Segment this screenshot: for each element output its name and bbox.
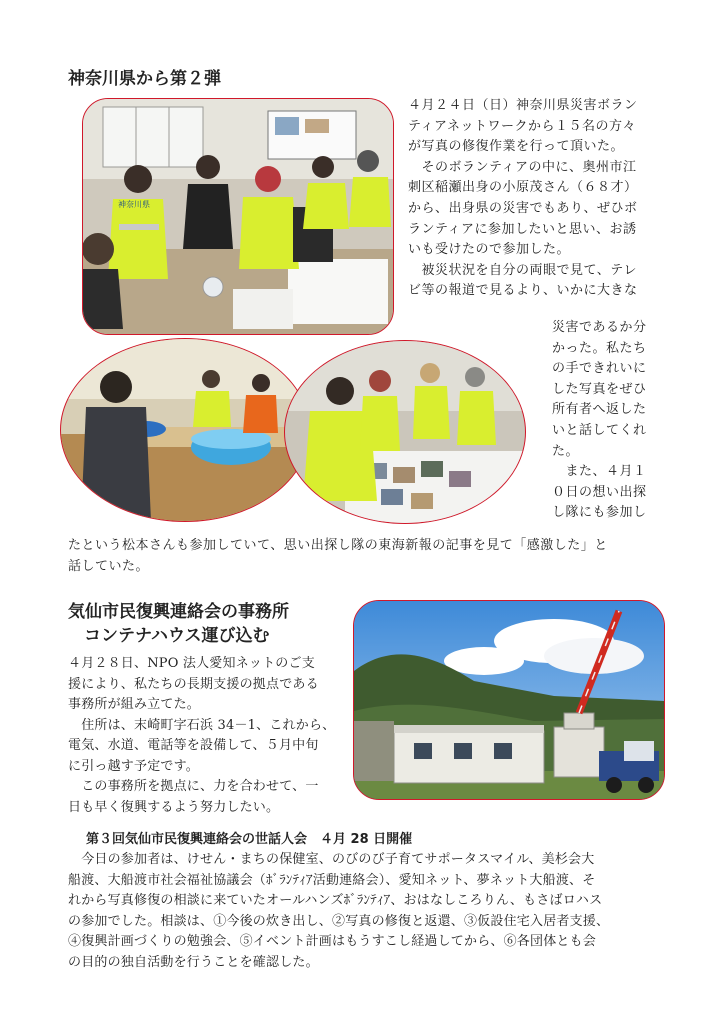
text-line: 被災状況を自分の両眼で見て、テレ xyxy=(408,262,637,278)
text-line: ４月２４日（日）神奈川県災害ボラン xyxy=(408,98,638,113)
text-line: 住所は、末崎町字石浜 34－1、これから、 xyxy=(68,717,336,733)
text-line: の目的の独自活動を行うことを確認した。 xyxy=(68,954,319,970)
text-line: 援により、私たちの長期支援の拠点である xyxy=(68,676,319,692)
text-line: 今日の参加者は、けせん・まちの保健室、のびのび子育てサポータスマイル、美杉会大 xyxy=(68,852,595,867)
text-line: ティアネットワークから１５名の方々 xyxy=(408,118,636,134)
text-line: た。 xyxy=(552,443,580,459)
text-line: ４月２８日、NPO 法人愛知ネットのご支 xyxy=(68,656,315,671)
photo-sorting-oval-photo xyxy=(284,340,526,524)
text-line: 事務所が組み立てた。 xyxy=(68,697,201,712)
section2-title-line2: コンテナハウス運び込む xyxy=(84,626,270,646)
section2-text xyxy=(68,654,335,818)
container-house-photo xyxy=(353,600,665,800)
text-line: この事務所を拠点に、力を合わせて、一 xyxy=(68,779,319,794)
text-line: 日も早く復興するよう努力したい。 xyxy=(68,799,280,815)
text-line: ０日の想い出探 xyxy=(552,484,647,500)
sink-work-oval-photo xyxy=(60,338,310,522)
text-line: 災害であるか分 xyxy=(552,320,647,335)
text-line: から、出身県の災害でもあり、ぜひボ xyxy=(408,200,638,216)
text-line: した写真をぜひ xyxy=(552,381,647,397)
section1-narrow-text xyxy=(552,318,647,524)
section1-bottom-text xyxy=(68,536,608,577)
text-line: に引っ越す予定です。 xyxy=(68,758,199,774)
text-line: 刺区稲瀬出身の小原茂さん（６８才） xyxy=(408,180,638,196)
text-line: また、４月１ xyxy=(552,464,647,480)
text-line: 船渡、大船渡市社会福祉協議会（ﾎﾞﾗﾝﾃｨｱ活動連絡会）、愛知ネット、夢ネット大船渡、そ xyxy=(68,872,596,888)
text-line: の手できれいに xyxy=(552,361,647,377)
text-line: れから写真修復の相談に来ていたオールハンズﾎﾞﾗﾝﾃｨｱ、おはなしころりん、もさばロハス xyxy=(68,893,603,909)
text-line: たという松本さんも参加していて、思い出探し隊の東海新報の記事を見て「感激した」と xyxy=(68,538,608,553)
text-line: 話していた。 xyxy=(68,558,150,574)
text-line: ランティアに参加したいと思い、お誘 xyxy=(408,221,637,237)
section3-title: 第３回気仙市民復興連絡会の世話人会 ４月 28 日開催 xyxy=(86,832,413,847)
text-line: 所有者へ返した xyxy=(552,402,647,418)
text-line: が写真の修復作業を行って頂いた。 xyxy=(408,139,625,155)
section1-title: 神奈川県から第２弾 xyxy=(68,69,221,89)
text-line: そのボランティアの中に、奥州市江 xyxy=(408,159,637,175)
text-line: し隊にも参加し xyxy=(552,505,647,521)
section2-title-line1: 気仙市民復興連絡会の事務所 xyxy=(68,602,289,622)
volunteers-table-photo xyxy=(82,98,394,335)
text-line: の参加でした。相談は、①今後の炊き出し、②写真の修復と返還、③仮設住宅入居者支援、 xyxy=(68,913,610,929)
section1-right-text xyxy=(408,96,638,302)
vest-label: 神奈川県 xyxy=(118,200,150,209)
text-line: 電気、水道、電話等を設備して、５月中旬 xyxy=(68,738,319,753)
text-line: いと話してくれ xyxy=(552,422,647,438)
text-line: ④復興計画づくりの勉強会、⑤イベント計画はもうすこし経過してから、⑥各団体とも会 xyxy=(68,934,597,950)
text-line: ビ等の報道で見るより、いかに大きな xyxy=(408,283,638,299)
section2-title xyxy=(68,600,289,648)
text-line: かった。私たち xyxy=(552,340,647,356)
section3-text xyxy=(68,850,609,974)
text-line: いも受けたので参加した。 xyxy=(408,242,571,258)
